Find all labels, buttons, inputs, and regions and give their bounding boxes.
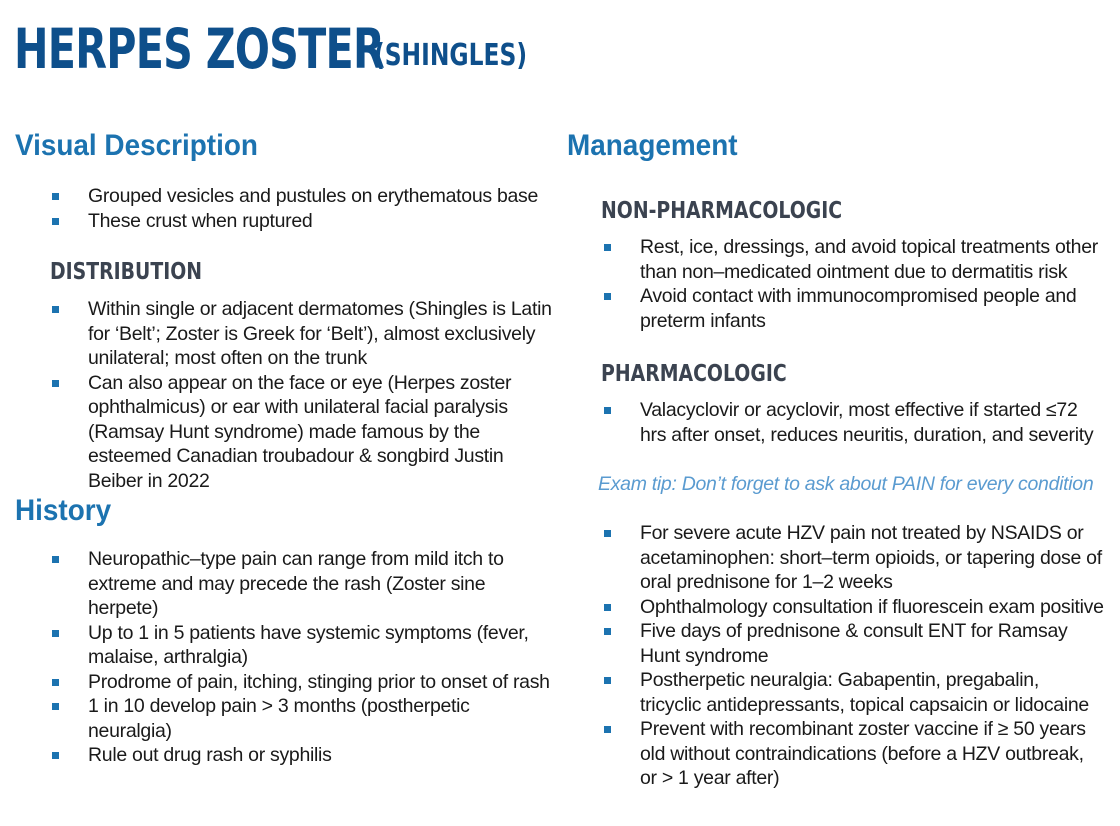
list-item: Five days of prednisone & consult ENT for Ramsay Hunt syndrome (604, 619, 1104, 668)
list-item: For severe acute HZV pain not treated by NSAIDS or acetaminophen: short–term opioids, or tapering dose of oral prednisone for 1–2 weeks (604, 521, 1104, 595)
history-heading: History (15, 494, 112, 527)
visual-description-heading: Visual Description (15, 129, 258, 162)
management-heading: Management (567, 129, 738, 162)
exam-tip: Exam tip: Don’t forget to ask about PAIN for every condition (598, 473, 1094, 495)
pharmacologic-heading: PHARMACOLOGIC (601, 361, 787, 387)
distribution-list (52, 297, 552, 493)
list-item: Up to 1 in 5 patients have systemic symptoms (fever, malaise, arthralgia) (52, 621, 552, 670)
list-item: Neuropathic–type pain can range from mild itch to extreme and may precede the rash (Zoster sine herpete) (52, 547, 552, 621)
list-item: Ophthalmology consultation if fluorescein exam positive (604, 595, 1104, 620)
list-item: Prodrome of pain, itching, stinging prior to onset of rash (52, 670, 552, 695)
bullet-marker (52, 630, 59, 637)
bullet-marker (52, 306, 59, 313)
bullet-marker (604, 244, 611, 251)
history-list (52, 547, 552, 768)
bullet-marker (604, 530, 611, 537)
bullet-marker (52, 752, 59, 759)
list-item: These crust when ruptured (52, 209, 552, 234)
distribution-heading: DISTRIBUTION (50, 259, 203, 285)
list-item: 1 in 10 develop pain > 3 months (postherpetic neuralgia) (52, 694, 552, 743)
bullet-marker (604, 407, 611, 414)
list-item: Rest, ice, dressings, and avoid topical treatments other than non–medicated ointment due to dermatitis risk (604, 235, 1104, 284)
list-item: Prevent with recombinant zoster vaccine if ≥ 50 years old without contraindications (before a HZV outbreak, or > 1 year after) (604, 717, 1104, 791)
non-pharmacologic-list (604, 235, 1104, 333)
bullet-marker (52, 380, 59, 387)
list-item: Can also appear on the face or eye (Herpes zoster ophthalmicus) or ear with unilateral facial paralysis (Ramsay Hunt syndrome) made famous by the esteemed Canadian troubadour & songbird Justin Beiber in 2022 (52, 371, 552, 494)
list-item: Rule out drug rash or syphilis (52, 743, 552, 768)
pharmacologic-list (604, 398, 1104, 447)
bullet-marker (604, 293, 611, 300)
bullet-marker (604, 677, 611, 684)
bullet-marker (604, 604, 611, 611)
bullet-marker (52, 193, 59, 200)
page-subtitle: (SHINGLES) (374, 38, 528, 73)
list-item: Grouped vesicles and pustules on erythematous base (52, 184, 552, 209)
visual-description-list (52, 184, 552, 233)
additional-management-list (604, 521, 1104, 791)
page-title: HERPES ZOSTER (14, 17, 384, 81)
list-item: Valacyclovir or acyclovir, most effective if started ≤72 hrs after onset, reduces neuritis, duration, and severity (604, 398, 1104, 447)
title-row (14, 14, 1114, 84)
bullet-marker (52, 556, 59, 563)
list-item: Within single or adjacent dermatomes (Shingles is Latin for ‘Belt’; Zoster is Greek for ‘Belt’), almost exclusively unilateral; most often on the trunk (52, 297, 552, 371)
list-item: Postherpetic neuralgia: Gabapentin, pregabalin, tricyclic antidepressants, topical capsaicin or lidocaine (604, 668, 1104, 717)
bullet-marker (52, 703, 59, 710)
bullet-marker (604, 726, 611, 733)
non-pharmacologic-heading: NON-PHARMACOLOGIC (601, 198, 843, 224)
bullet-marker (52, 679, 59, 686)
bullet-marker (52, 218, 59, 225)
bullet-marker (604, 628, 611, 635)
list-item: Avoid contact with immunocompromised people and preterm infants (604, 284, 1104, 333)
